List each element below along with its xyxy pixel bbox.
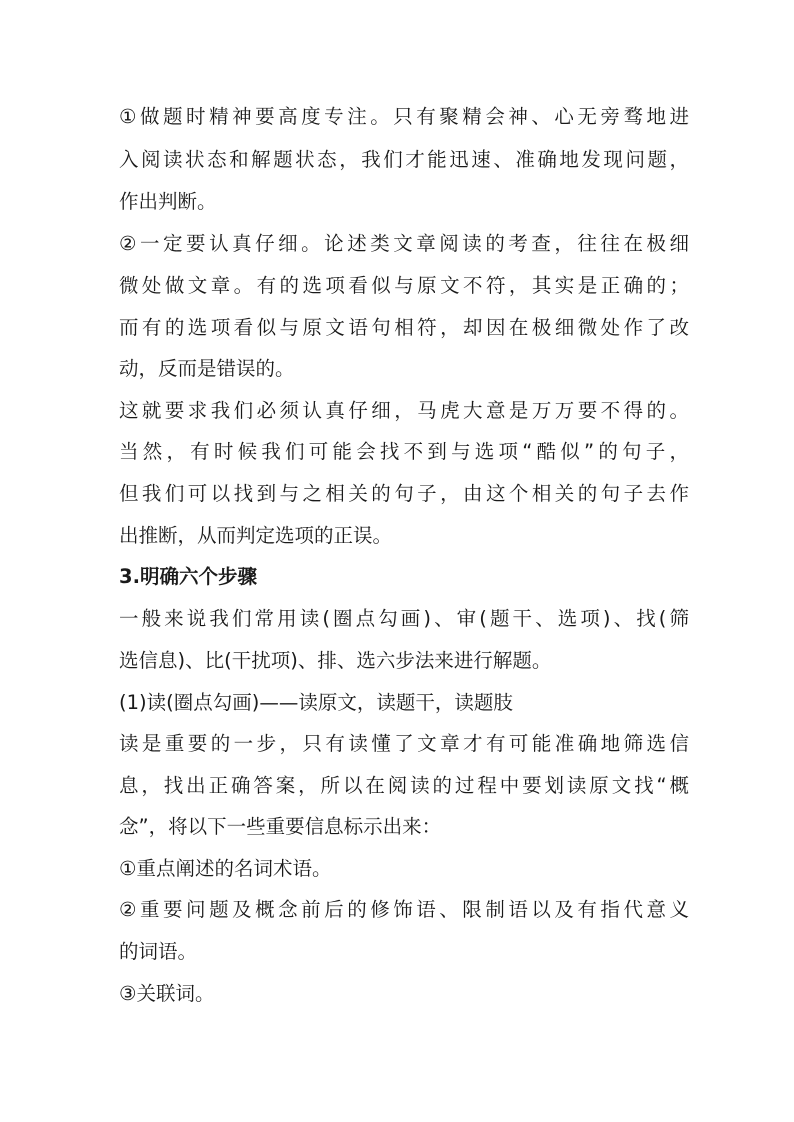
- text-line: 息，找出正确答案，所以在阅读的过程中要划读原文找“概: [119, 774, 689, 797]
- text-line: ②一定要认真仔细。论述类文章阅读的考查，往往在极细: [119, 232, 689, 255]
- text-line: ①重点阐述的名词术语。: [119, 857, 332, 880]
- text-line: 这就要求我们必须认真仔细，马虎大意是万万要不得的。: [119, 399, 689, 422]
- text-line: 读是重要的一步，只有读懂了文章才有可能准确地筛选信: [119, 732, 689, 755]
- text-line: 一般来说我们常用读(圈点勾画)、审(题干、选项)、找(筛: [119, 607, 689, 630]
- text-line: 但我们可以找到与之相关的句子，由这个相关的句子去作: [119, 482, 689, 505]
- text-line: 念”，将以下一些重要信息标示出来：: [119, 815, 442, 838]
- text-line: 选信息)、比(干扰项)、排、选六步法来进行解题。: [119, 649, 552, 672]
- subheading-line: (1)读(圈点勾画)——读原文，读题干，读题肢: [119, 691, 513, 714]
- text-line: ①做题时精神要高度专注。只有聚精会神、心无旁骛地进: [119, 105, 689, 128]
- text-line: 入阅读状态和解题状态，我们才能迅速、准确地发现问题，: [119, 148, 689, 171]
- text-line: 微处做文章。有的选项看似与原文不符，其实是正确的；: [119, 274, 689, 297]
- text-line: 作出判断。: [119, 190, 217, 213]
- text-line: ③关联词。: [119, 982, 215, 1005]
- text-line: 动，反而是错误的。: [119, 357, 295, 380]
- section-heading: 3.明确六个步骤: [119, 565, 257, 588]
- text-line: 的词语。: [119, 940, 198, 963]
- text-line: 当然，有时候我们可能会找不到与选项“酷似”的句子，: [119, 440, 689, 463]
- text-line: ②重要问题及概念前后的修饰语、限制语以及有指代意义: [119, 898, 689, 921]
- text-line: 而有的选项看似与原文语句相符，却因在极细微处作了改: [119, 316, 689, 339]
- text-line: 出推断，从而判定选项的正误。: [119, 524, 393, 547]
